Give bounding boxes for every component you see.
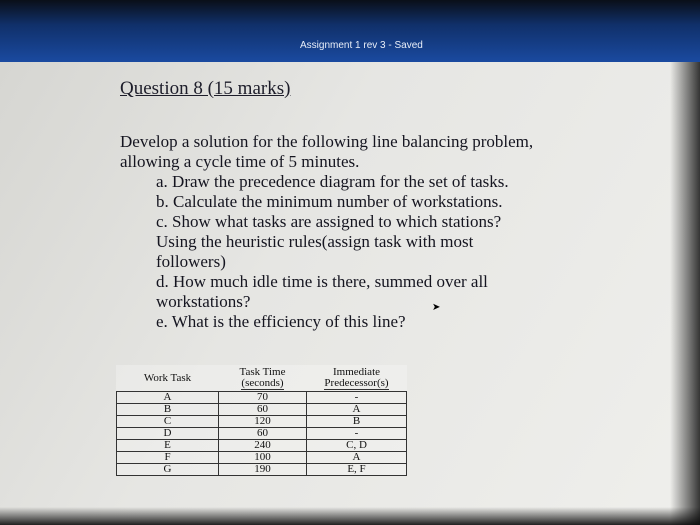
header-predecessors-line1: Immediate	[332, 366, 381, 378]
table-row	[117, 416, 407, 428]
predecessor-cell: -	[307, 392, 407, 404]
table-row	[117, 440, 407, 452]
task-cell: E	[117, 440, 219, 452]
edge-shadow	[0, 507, 700, 525]
table-row	[117, 452, 407, 464]
time-cell: 60	[219, 428, 307, 440]
part-c: c. Show what tasks are assigned to which stations?	[156, 212, 502, 231]
task-cell: D	[117, 428, 219, 440]
mouse-cursor-icon: ➤	[432, 302, 441, 313]
part-c-continued: Using the heuristic rules(assign task with most	[156, 232, 474, 251]
task-cell: F	[117, 452, 219, 464]
part-c-continued: followers)	[156, 252, 226, 271]
time-cell: 240	[219, 440, 307, 452]
header-work-task: Work Task	[143, 371, 192, 384]
predecessor-cell: C, D	[307, 440, 407, 452]
time-cell: 70	[219, 392, 307, 404]
predecessor-cell: B	[307, 416, 407, 428]
table-row	[117, 464, 407, 476]
part-b: b. Calculate the minimum number of workstations.	[156, 192, 503, 211]
predecessor-cell: -	[307, 428, 407, 440]
question-body	[120, 132, 640, 332]
task-table	[116, 365, 407, 476]
table-header-row	[117, 365, 407, 392]
predecessor-cell: E, F	[307, 464, 407, 476]
time-cell: 120	[219, 416, 307, 428]
intro-line: Develop a solution for the following line balancing problem,	[120, 132, 534, 151]
part-d-continued: workstations?	[156, 292, 251, 311]
part-a: a. Draw the precedence diagram for the set of tasks.	[156, 172, 509, 191]
window-title-bar	[0, 0, 700, 62]
part-d: d. How much idle time is there, summed over all	[156, 272, 488, 291]
header-task-time-line2: (seconds)	[241, 377, 284, 389]
table-row	[117, 392, 407, 404]
task-cell: A	[117, 392, 219, 404]
question-heading: Question 8 (15 marks)	[120, 78, 291, 99]
predecessor-cell: A	[307, 404, 407, 416]
table-row	[117, 428, 407, 440]
document-title: Assignment 1 rev 3 - Saved	[300, 40, 423, 51]
predecessor-cell: A	[307, 452, 407, 464]
time-cell: 190	[219, 464, 307, 476]
time-cell: 60	[219, 404, 307, 416]
part-e: e. What is the efficiency of this line?	[156, 312, 406, 331]
table-row	[117, 404, 407, 416]
header-predecessors-line2: Predecessor(s)	[324, 377, 389, 389]
task-cell: B	[117, 404, 219, 416]
edge-shadow	[670, 62, 700, 525]
header-predecessors	[307, 365, 407, 392]
header-task-time-line1: Task Time	[239, 366, 286, 378]
intro-line: allowing a cycle time of 5 minutes.	[120, 152, 360, 171]
time-cell: 100	[219, 452, 307, 464]
header-task-time	[219, 365, 307, 392]
task-cell: C	[117, 416, 219, 428]
task-cell: G	[117, 464, 219, 476]
